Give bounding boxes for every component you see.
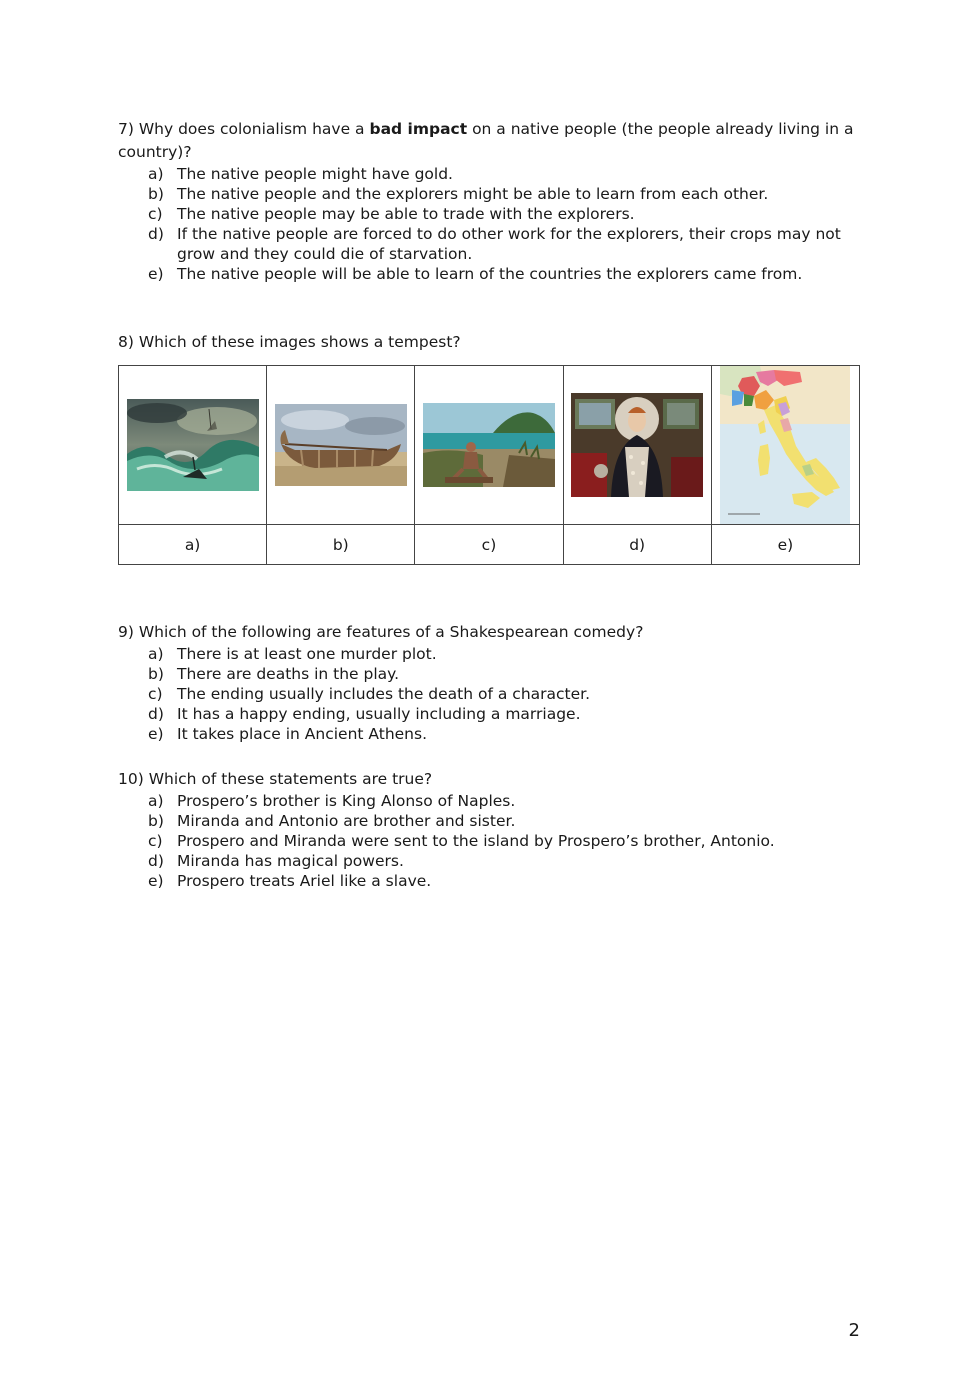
image-cell-e xyxy=(711,366,859,525)
option-item: d) It has a happy ending, usually including a marriage. xyxy=(148,705,581,723)
queen-elizabeth-portrait xyxy=(571,393,703,497)
question-8-stem: 8) Which of these images shows a tempest? xyxy=(118,333,461,351)
option-item: b) Miranda and Antonio are brother and sister. xyxy=(148,812,516,830)
question-9-stem: 9) Which of the following are features of a Shakespearean comedy? xyxy=(118,623,644,641)
option-item: d) Miranda has magical powers. xyxy=(148,852,404,870)
option-item: e) The native people will be able to learn of the countries the explorers came from. xyxy=(148,265,803,283)
image-cell-b xyxy=(267,366,415,525)
question-9 xyxy=(118,621,863,744)
option-item: b) The native people and the explorers might be able to learn from each other. xyxy=(148,185,769,203)
image-cell-c xyxy=(415,366,563,525)
emphasis-bad-impact: bad impact xyxy=(369,120,468,138)
image-choice-table xyxy=(118,365,860,565)
option-item: c) The native people may be able to trade with the explorers. xyxy=(148,205,635,223)
choice-label-e: e) xyxy=(711,525,859,565)
choice-label-b: b) xyxy=(267,525,415,565)
option-item: c) Prospero and Miranda were sent to the island by Prospero’s brother, Antonio. xyxy=(148,832,775,850)
question-8 xyxy=(118,331,863,354)
image-cell-a xyxy=(119,366,267,525)
option-item: a) The native people might have gold. xyxy=(148,165,453,183)
option-item: d) If the native people are forced to do other work for the explorers, their crops may not grow and they could die of starvation. xyxy=(148,225,841,263)
map-of-italy xyxy=(720,366,850,524)
question-10 xyxy=(118,768,863,891)
page-number: 2 xyxy=(848,1320,860,1341)
question-10-options xyxy=(118,791,863,891)
stormy-sea-painting xyxy=(127,399,259,491)
option-item: a) Prospero’s brother is King Alonso of Naples. xyxy=(148,792,516,810)
question-7-options xyxy=(118,164,863,284)
choice-label-a: a) xyxy=(119,525,267,565)
question-7-stem: 7) Why does colonialism have a bad impact on a native people (the people already living in a country)? xyxy=(118,120,854,161)
question-9-options xyxy=(118,644,863,744)
option-item: e) It takes place in Ancient Athens. xyxy=(148,725,428,743)
option-item: b) There are deaths in the play. xyxy=(148,665,400,683)
image-cell-d xyxy=(563,366,711,525)
question-7 xyxy=(118,118,863,284)
option-item: e) Prospero treats Ariel like a slave. xyxy=(148,872,432,890)
wrecked-boat-photo xyxy=(275,404,407,486)
castaway-on-beach-photo xyxy=(423,403,555,487)
question-10-stem: 10) Which of these statements are true? xyxy=(118,770,433,788)
choice-label-c: c) xyxy=(415,525,563,565)
option-item: a) There is at least one murder plot. xyxy=(148,645,437,663)
choice-label-d: d) xyxy=(563,525,711,565)
option-item: c) The ending usually includes the death of a character. xyxy=(148,685,591,703)
